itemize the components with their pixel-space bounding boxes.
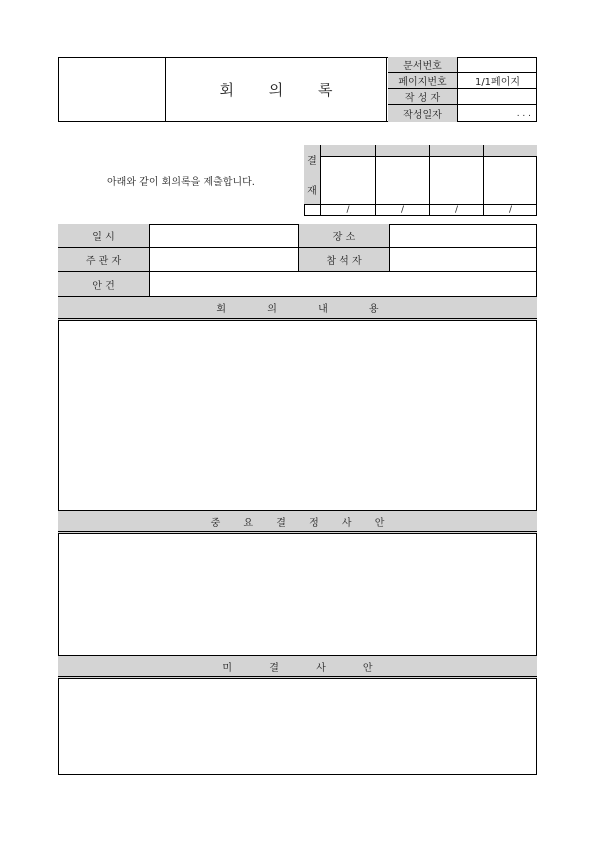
host-label: 주 관 자 xyxy=(58,248,150,272)
approval-sign-cell-3[interactable] xyxy=(430,157,483,204)
approval-sign-cell-2[interactable] xyxy=(376,157,429,204)
place-label: 장 소 xyxy=(298,224,390,248)
approval-label-bottom: 재 xyxy=(307,185,317,197)
agenda-label: 안 건 xyxy=(58,272,150,297)
approval-date-cell-2[interactable]: / xyxy=(400,205,405,215)
date-field[interactable] xyxy=(150,224,298,248)
approval-label-foot xyxy=(304,204,321,216)
date-label: 일 시 xyxy=(58,224,150,248)
pending-area[interactable] xyxy=(58,679,537,775)
approval-sign-cell-4[interactable] xyxy=(484,157,537,204)
meeting-content-header: 회 의 내 용 xyxy=(58,297,537,321)
meta-doc-number-label: 문서번호 xyxy=(388,57,457,73)
meta-doc-number-value[interactable] xyxy=(457,57,537,73)
pending-header: 미 결 사 안 xyxy=(58,655,537,679)
host-field[interactable] xyxy=(150,248,298,272)
attendees-label: 참 석 자 xyxy=(298,248,390,272)
meeting-content-area[interactable] xyxy=(58,321,537,510)
meta-date-label: 작성일자 xyxy=(388,105,457,122)
place-field[interactable] xyxy=(390,224,537,248)
attendees-field[interactable] xyxy=(390,248,537,272)
meta-page-number-label: 페이지번호 xyxy=(388,73,457,89)
approval-date-cell-3[interactable]: / xyxy=(454,205,459,215)
submission-text: 아래와 같이 회의록을 제출합니다. xyxy=(107,176,255,188)
meta-author-label: 작 성 자 xyxy=(388,89,457,105)
decisions-area[interactable] xyxy=(58,534,537,655)
approval-label-top: 결 xyxy=(307,156,317,168)
approval-date-cell-1[interactable]: / xyxy=(346,205,350,215)
approval-label xyxy=(304,145,321,204)
document-title: 회 의 록 xyxy=(165,57,387,122)
approval-sign-cell-1[interactable] xyxy=(321,157,375,204)
agenda-field[interactable] xyxy=(150,272,537,297)
header-blank-cell xyxy=(58,57,165,122)
meta-page-number-value[interactable]: 1/1페이지 xyxy=(457,73,537,89)
decisions-header: 중 요 결 정 사 안 xyxy=(58,510,537,534)
approval-date-cell-4[interactable]: / xyxy=(508,205,513,215)
meta-author-value[interactable] xyxy=(457,89,537,105)
meta-date-value[interactable]: . . . xyxy=(457,105,537,122)
